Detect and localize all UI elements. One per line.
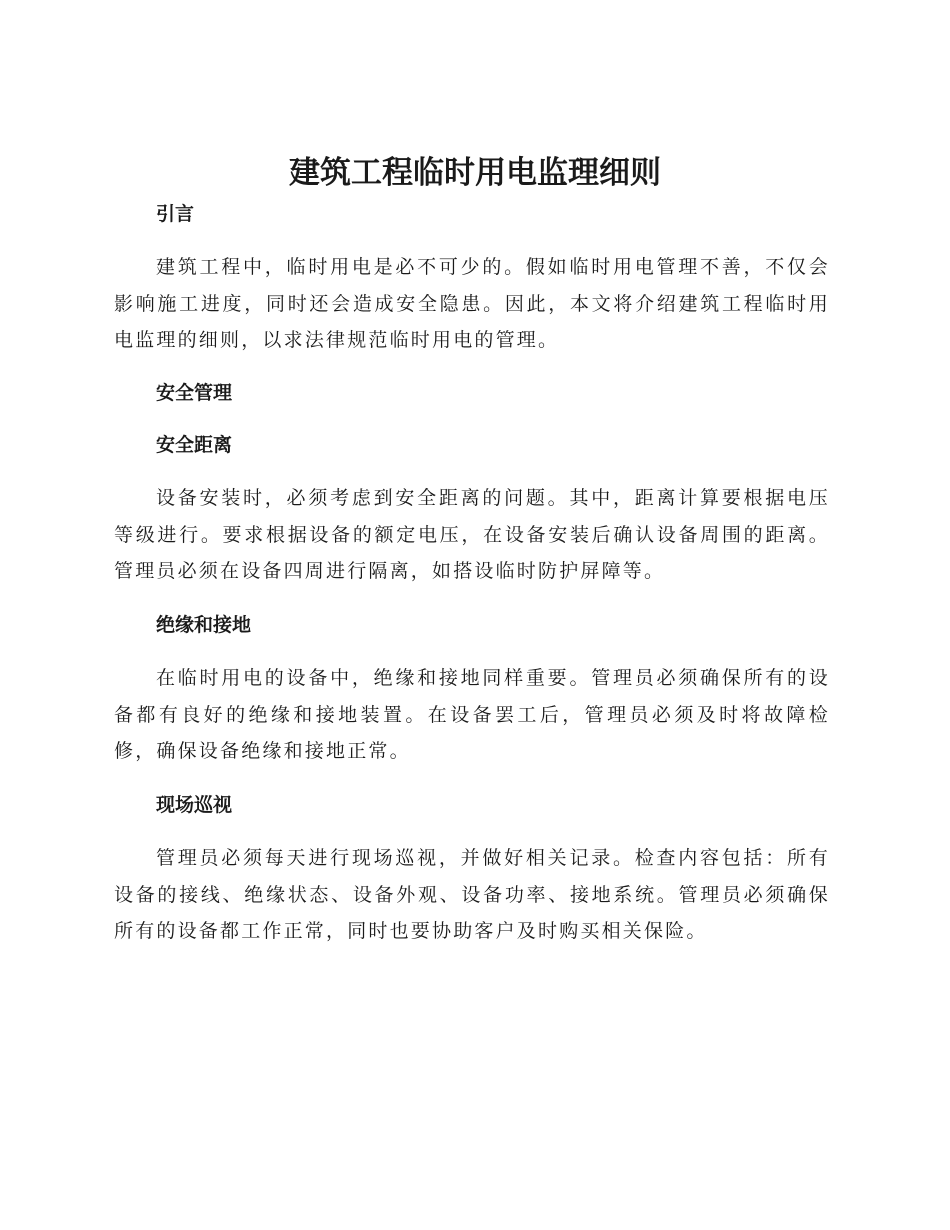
section-heading-intro: 引言 [156,203,195,225]
section-paragraph-insulation-grounding: 在临时用电的设备中，绝缘和接地同样重要。管理员必须确保所有的设备都有良好的绝缘和接地装置。在设备罢工后，管理员必须及时将故障检修，确保设备绝缘和接地正常。 [114,667,830,762]
section-heading-safety-distance: 安全距离 [156,434,233,456]
section-paragraph-safety-distance: 设备安装时，必须考虑到安全距离的问题。其中，距离计算要根据电压等级进行。要求根据设备的额定电压，在设备安装后确认设备周围的距离。管理员必须在设备四周进行隔离，如搭设临时防护屏障等。 [114,487,830,582]
section-heading-insulation-grounding: 绝缘和接地 [156,614,252,636]
section-heading-site-patrol: 现场巡视 [156,794,233,816]
section-paragraph-site-patrol: 管理员必须每天进行现场巡视，并做好相关记录。检查内容包括：所有设备的接线、绝缘状态、设备外观、设备功率、接地系统。管理员必须确保所有的设备都工作正常，同时也要协助客户及时购买相关保险。 [114,847,830,942]
document-title: 建筑工程临时用电监理细则 [289,155,661,191]
section-paragraph-intro: 建筑工程中，临时用电是必不可少的。假如临时用电管理不善，不仅会影响施工进度，同时还会造成安全隐患。因此，本文将介绍建筑工程临时用电监理的细则，以求法律规范临时用电的管理。 [114,256,830,351]
section-heading-safety-management: 安全管理 [156,382,233,404]
